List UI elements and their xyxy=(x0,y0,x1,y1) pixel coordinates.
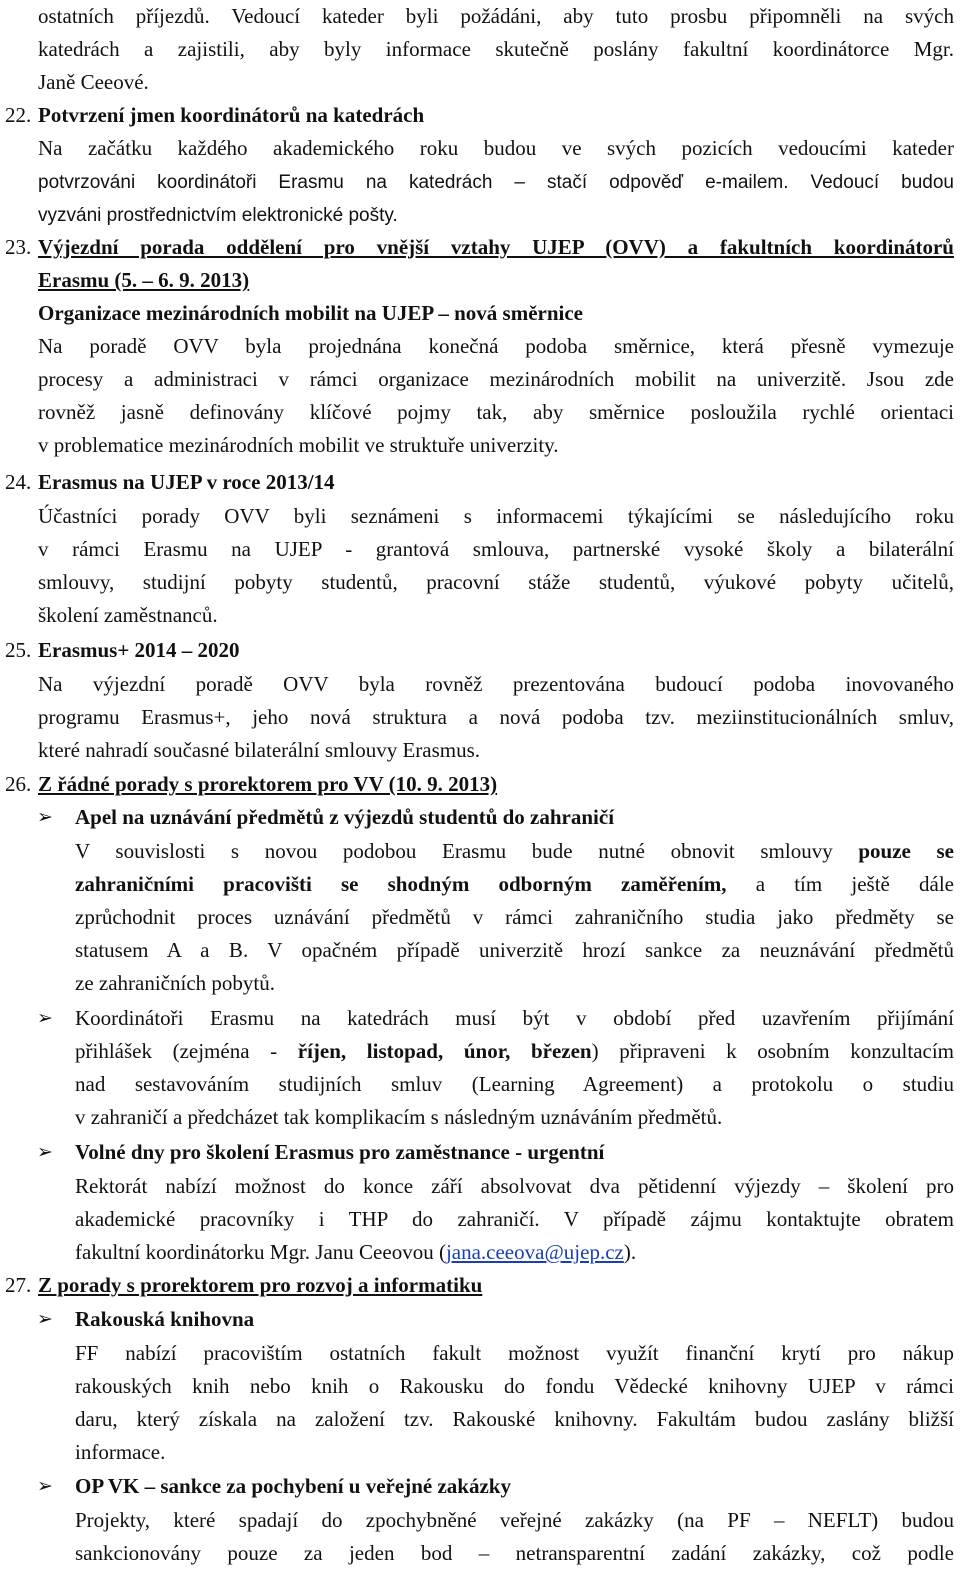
paragraph-line: Janě Ceeové. xyxy=(38,70,149,94)
section-title: Erasmus+ 2014 – 2020 xyxy=(38,638,240,662)
section-title: Erasmu (5. – 6. 9. 2013) xyxy=(38,268,250,292)
section-number: 22. xyxy=(5,103,32,127)
paragraph-line: Na poradě OVV byla projednána konečná podoba směrnice, která přesně vymezuje xyxy=(38,334,954,358)
paragraph-line: v rámci Erasmu na UJEP - grantová smlouva, partnerské vysoké školy a bilaterální xyxy=(38,537,954,561)
bullet-title: Apel na uznávání předmětů z výjezdů studentů do zahraničí xyxy=(75,805,615,829)
paragraph-line: Projekty, které spadají do zpochybněné veřejné zakázky (na PF – NEFLT) budou xyxy=(75,1508,954,1532)
paragraph-line: akademické pracovníky i THP do zahraničí. V případě zájmu kontaktujte obratem xyxy=(75,1207,954,1231)
paragraph-line: FF nabízí pracovištím ostatních fakult možnost využít finanční krytí pro nákup xyxy=(75,1341,954,1365)
paragraph-line: ostatních příjezdů. Vedoucí kateder byli požádáni, aby tuto prosbu připomněli na svých xyxy=(38,4,954,28)
paragraph-line: rakouských knih nebo knih o Rakousku do fondu Vědecké knihovny UJEP v rámci xyxy=(75,1374,954,1398)
paragraph-line: ze zahraničních pobytů. xyxy=(75,971,275,995)
section-number: 26. xyxy=(5,772,32,796)
arrow-bullet-icon: ➢ xyxy=(37,1475,53,1497)
paragraph-line: programu Erasmus+, jeho nová struktura a nová podoba tzv. meziinstitucionálních smluv, xyxy=(38,705,954,729)
subsection-title: Organizace mezinárodních mobilit na UJEP – nová směrnice xyxy=(38,301,583,325)
paragraph-line: v problematice mezinárodních mobilit ve struktuře univerzity. xyxy=(38,433,559,457)
paragraph-line: rovněž jasně definovány klíčové pojmy tak, aby směrnice posloužila rychlé orientaci xyxy=(38,400,954,424)
paragraph-line: zahraničními pracovišti se shodným odborným zaměřením, a tím ještě dále xyxy=(75,872,955,896)
section-number: 23. xyxy=(5,235,32,259)
paragraph-line: přihlášek (zejména - říjen, listopad, únor, březen) připraveni k osobním konzultacím xyxy=(75,1039,955,1063)
section-title: Výjezdní porada oddělení pro vnější vztahy UJEP (OVV) a fakultních koordinátorů xyxy=(38,235,954,259)
paragraph-line: školení zaměstnanců. xyxy=(38,603,218,627)
paragraph-line: sankcionovány pouze za jeden bod – netransparentní zadání zakázky, což podle xyxy=(75,1541,954,1565)
paragraph-line: daru, který získala na založení tzv. Rakouské knihovny. Fakultám budou zaslány bližší xyxy=(75,1407,954,1431)
section-title: Z porady s prorektorem pro rozvoj a informatiku xyxy=(38,1273,483,1297)
section-title: Erasmus na UJEP v roce 2013/14 xyxy=(38,470,335,494)
bullet-title: OP VK – sankce za pochybení u veřejné zakázky xyxy=(75,1474,511,1498)
paragraph-line: procesy a administraci v rámci organizace mezinárodních mobilit na univerzitě. Jsou zde xyxy=(38,367,954,391)
paragraph-line: Na výjezdní poradě OVV byla rovněž prezentována budoucí podoba inovovaného xyxy=(38,672,954,696)
section-title: Potvrzení jmen koordinátorů na katedrách xyxy=(38,103,425,127)
paragraph-line: Koordinátoři Erasmu na katedrách musí být v období před uzavřením přijímání xyxy=(75,1006,954,1030)
arrow-bullet-icon: ➢ xyxy=(37,1141,53,1163)
paragraph-line: které nahradí současné bilaterální smlouvy Erasmus. xyxy=(38,738,481,762)
paragraph-line: nad sestavováním studijních smluv (Learning Agreement) a protokolu o studiu xyxy=(75,1072,954,1096)
paragraph-line: Účastníci porady OVV byli seznámeni s informacemi týkajícími se následujícího roku xyxy=(38,504,954,528)
section-number: 25. xyxy=(5,638,32,662)
section-number: 24. xyxy=(5,470,32,494)
paragraph-line: informace. xyxy=(75,1440,166,1464)
bullet-title: Volné dny pro školení Erasmus pro zaměstnance - urgentní xyxy=(75,1140,605,1164)
bullet-title: Rakouská knihovna xyxy=(75,1307,255,1331)
paragraph-line: V souvislosti s novou podobou Erasmu bude nutné obnovit smlouvy pouze se xyxy=(75,839,954,863)
email-link[interactable]: jana.ceeova@ujep.cz xyxy=(445,1240,624,1264)
section-number: 27. xyxy=(5,1273,32,1297)
paragraph-line: statusem A a B. V opačném případě univerzitě hrozí sankce za neuznávání předmětů xyxy=(75,938,954,962)
paragraph-line: katedrách a zajistili, aby byly informace skutečně poslány fakultní koordinátorce Mgr. xyxy=(38,37,954,61)
section-title: Z řádné porady s prorektorem pro VV (10. 9. 2013) xyxy=(38,772,498,796)
paragraph-line: Na začátku každého akademického roku budou ve svých pozicích vedoucími kateder xyxy=(38,136,954,160)
paragraph-line: Rektorát nabízí možnost do konce září absolvovat dva pětidenní výjezdy – školení pro xyxy=(75,1174,954,1198)
arrow-bullet-icon: ➢ xyxy=(37,806,53,828)
arrow-bullet-icon: ➢ xyxy=(37,1308,53,1330)
paragraph-line: zprůchodnit proces uznávání předmětů v rámci zahraničního studia jako předměty se xyxy=(75,905,954,929)
paragraph-line: vyzváni prostřednictvím elektronické pošty. xyxy=(38,205,398,226)
paragraph-line: v zahraničí a předcházet tak komplikacím s následným uznáváním předmětů. xyxy=(75,1105,723,1129)
paragraph-line: potvrzováni koordinátoři Erasmu na katedrách – stačí odpověď e-mailem. Vedoucí budou xyxy=(38,172,954,193)
paragraph-line: fakultní koordinátorku Mgr. Janu Ceeovou (jana.ceeova@ujep.cz). xyxy=(75,1240,637,1264)
arrow-bullet-icon: ➢ xyxy=(37,1007,53,1029)
paragraph-line: smlouvy, studijní pobyty studentů, pracovní stáže studentů, výukové pobyty učitelů, xyxy=(38,570,954,594)
